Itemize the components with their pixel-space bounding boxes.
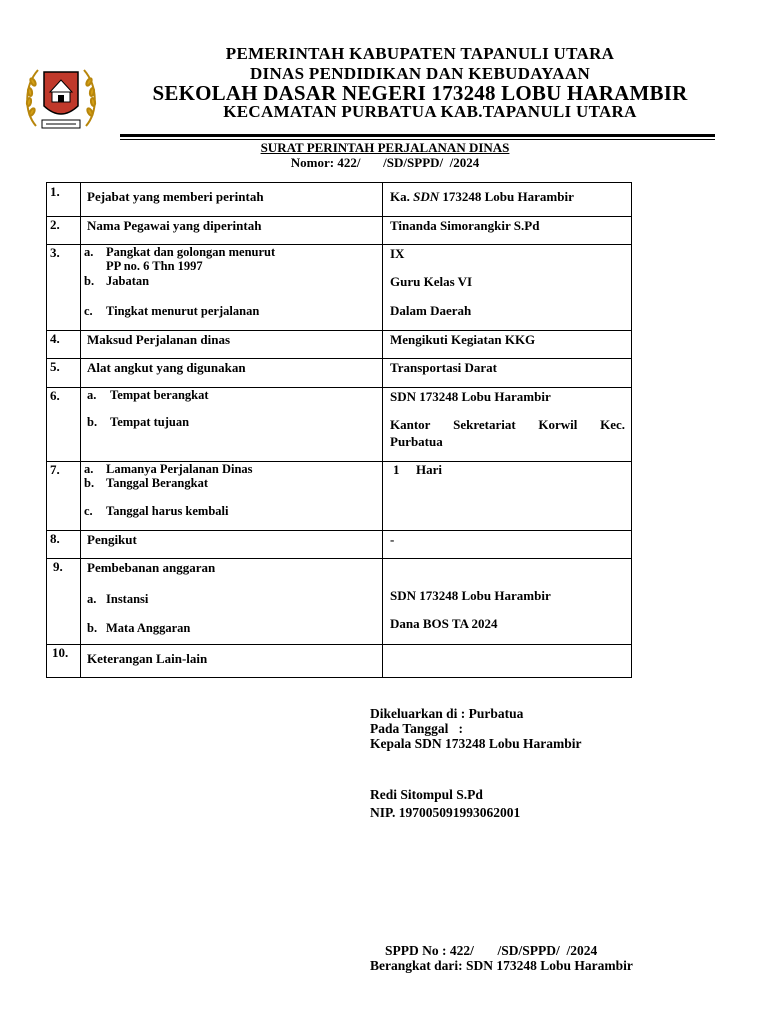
sub-marker: a.: [87, 388, 97, 402]
sub-marker: c.: [84, 304, 93, 318]
issuer-name: Redi Sitompul S.Pd: [370, 787, 483, 802]
sppd-departure: Berangkat dari: SDN 173248 Lobu Harambir: [370, 958, 633, 973]
issuer-nip: NIP. 197005091993062001: [370, 805, 521, 820]
sub-label: Lamanya Perjalanan Dinas: [106, 462, 253, 476]
row-value: Guru Kelas VI: [390, 274, 473, 289]
sub-label: Tempat tujuan: [110, 415, 190, 429]
row-label: Maksud Perjalanan dinas: [87, 332, 231, 347]
sub-marker: b.: [87, 621, 98, 635]
sub-marker: c.: [84, 504, 93, 518]
sub-label: Jabatan: [106, 274, 150, 288]
sub-label: Tanggal harus kembali: [106, 504, 229, 518]
table-border: [46, 677, 632, 678]
row-number: 1.: [50, 184, 60, 199]
row-value: [390, 417, 625, 433]
table-border: [382, 182, 383, 678]
row-number: 4.: [50, 331, 60, 346]
row-number: 7.: [50, 462, 60, 477]
row-value: SDN 173248 Lobu Harambir: [390, 389, 551, 404]
table-border: [46, 530, 632, 531]
row-value: Transportasi Darat: [390, 360, 498, 375]
table-border: [46, 644, 632, 645]
row-value: SDN 173248 Lobu Harambir: [390, 588, 551, 603]
value-word: Kec.: [600, 417, 625, 432]
issued-place: Dikeluarkan di : Purbatua: [370, 706, 524, 721]
value-prefix: Ka.: [390, 189, 414, 204]
value-word: Korwil: [538, 417, 578, 432]
row-value: Dana BOS TA 2024: [390, 616, 498, 631]
table-border: [631, 182, 632, 678]
table-border: [46, 358, 632, 359]
issued-date: Pada Tanggal :: [370, 721, 464, 736]
sub-label: Tanggal Berangkat: [106, 476, 208, 490]
row-number: 8.: [50, 531, 60, 546]
table-border: [46, 558, 632, 559]
document-number: Nomor: 422/ /SD/SPPD/ /2024: [290, 155, 480, 170]
row-value: Mengikuti Kegiatan KKG: [390, 332, 536, 347]
row-value: Dalam Daerah: [390, 303, 472, 318]
letterhead-divider: [120, 134, 715, 137]
table-border: [46, 216, 632, 217]
issuer-position: Kepala SDN 173248 Lobu Harambir: [370, 736, 582, 751]
value-suffix: 173248 Lobu Harambir: [439, 189, 574, 204]
row-label: Alat angkut yang digunakan: [87, 360, 246, 375]
letterhead-line-4: KECAMATAN PURBATUA KAB.TAPANULI UTARA: [223, 102, 637, 121]
value-italic: SDN: [413, 189, 440, 204]
row-number: 9.: [53, 559, 63, 574]
row-value: IX: [390, 246, 405, 261]
sub-label: PP no. 6 Thn 1997: [106, 259, 203, 273]
letterhead-school-name: SEKOLAH DASAR NEGERI 173248 LOBU HARAMBIR: [152, 81, 688, 105]
sub-marker: a.: [84, 462, 94, 476]
table-border: [46, 330, 632, 331]
row-label: Nama Pegawai yang diperintah: [87, 218, 262, 233]
letterhead-line-2: DINAS PENDIDIKAN DAN KEBUDAYAAN: [249, 64, 591, 83]
value-word: Kantor: [390, 417, 431, 432]
sub-label: Tingkat menurut perjalanan: [106, 304, 260, 318]
sub-marker: a.: [87, 592, 97, 606]
row-value: -: [390, 532, 395, 547]
row-number: 2.: [50, 217, 60, 232]
row-value: [390, 189, 574, 205]
sub-marker: b.: [84, 476, 95, 490]
sub-marker: b.: [87, 415, 98, 429]
sppd-number: SPPD No : 422/ /SD/SPPD/ /2024: [385, 943, 598, 958]
value-word: Sekretariat: [453, 417, 516, 432]
row-label: Pengikut: [87, 532, 137, 547]
row-number: 10.: [52, 645, 69, 660]
duration-number: 1: [393, 462, 400, 477]
sub-label: Tempat berangkat: [110, 388, 209, 402]
row-label: Pejabat yang memberi perintah: [87, 189, 264, 204]
sub-marker: a.: [84, 245, 94, 259]
sub-label: Pangkat dan golongan menurut: [106, 245, 276, 259]
table-border: [80, 182, 81, 678]
row-value: Tinanda Simorangkir S.Pd: [390, 218, 540, 233]
row-label: Keterangan Lain-lain: [87, 651, 208, 666]
row-value: Purbatua: [390, 434, 443, 449]
row-number: 6.: [50, 388, 60, 403]
row-label: Pembebanan anggaran: [87, 560, 216, 575]
row-number: 3.: [50, 245, 60, 260]
document-title: SURAT PERINTAH PERJALANAN DINAS: [260, 140, 510, 155]
sub-label: Mata Anggaran: [106, 621, 191, 635]
duration-unit: Hari: [416, 462, 442, 477]
table-border: [46, 182, 47, 678]
row-number: 5.: [50, 359, 60, 374]
regency-emblem-icon: [22, 62, 100, 136]
letterhead-line-1: PEMERINTAH KABUPATEN TAPANULI UTARA: [225, 44, 615, 63]
sub-marker: b.: [84, 274, 95, 288]
sub-label: Instansi: [106, 592, 149, 606]
table-border: [46, 182, 632, 183]
